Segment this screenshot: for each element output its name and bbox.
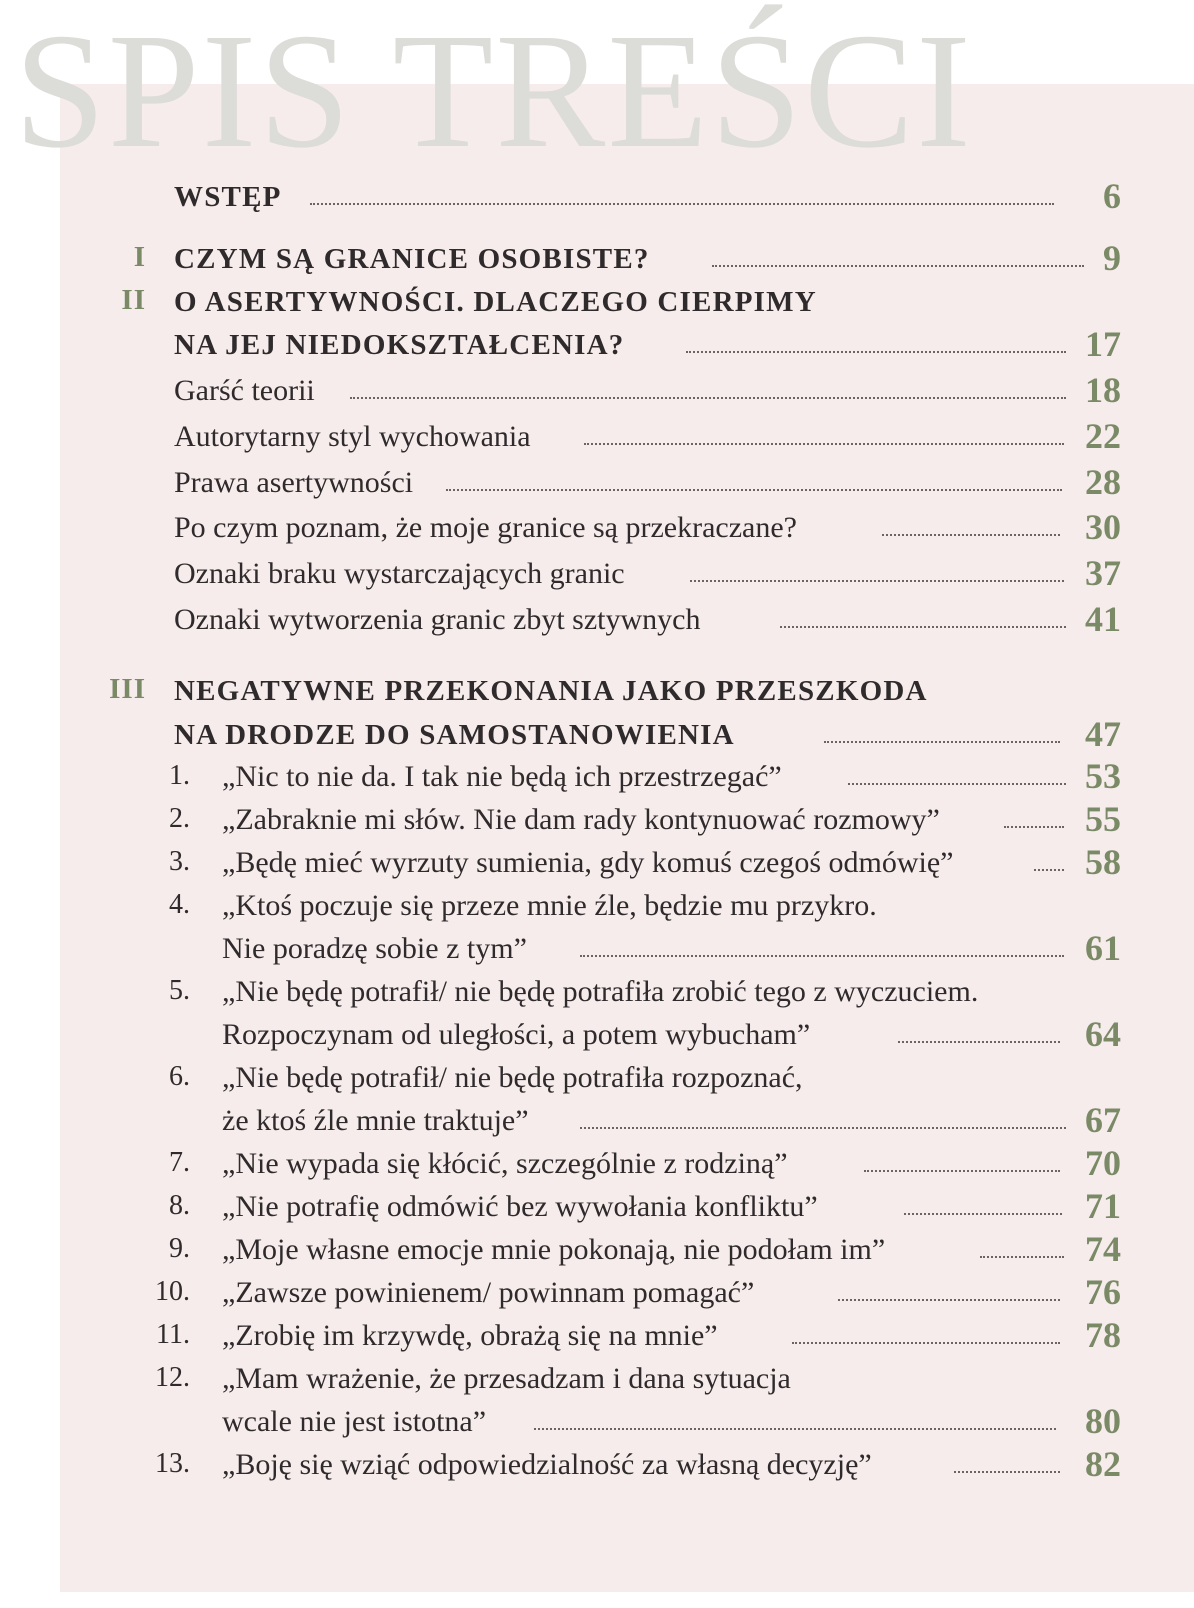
item-number: 3. xyxy=(169,846,190,877)
page-number: 82 xyxy=(1085,1444,1121,1484)
item-number: 5. xyxy=(169,975,190,1006)
section-title: Autorytarny styl wychowania xyxy=(174,420,531,453)
page-number: 58 xyxy=(1085,842,1121,882)
toc-item-continued[interactable] xyxy=(0,1397,1194,1441)
item-title-line-1: „Ktoś poczuje się przeze mnie źle, będzie mu przykro. xyxy=(222,889,877,922)
section-title: Po czym poznam, że moje granice są przekraczane? xyxy=(174,511,797,544)
section-title: Garść teorii xyxy=(174,374,315,407)
item-number: 8. xyxy=(169,1190,190,1221)
item-title: „Zabraknie mi słów. Nie dam rady kontynuować rozmowy” xyxy=(222,803,940,836)
page-number: 71 xyxy=(1085,1186,1121,1226)
chapter-number: I xyxy=(133,241,146,273)
item-title-line-1: „Mam wrażenie, że przesadzam i dana sytuacja xyxy=(222,1362,791,1395)
toc-item[interactable] xyxy=(0,1053,1194,1097)
page-number: 6 xyxy=(1103,176,1121,216)
item-title-line-2: że ktoś źle mnie traktuje” xyxy=(222,1104,529,1137)
item-number: 13. xyxy=(155,1448,190,1479)
dot-leader xyxy=(690,580,1064,582)
item-title-line-2: Nie poradzę sobie z tym” xyxy=(222,932,527,965)
item-title-line-1: „Nie będę potrafił/ nie będę potrafiła zrobić tego z wyczuciem. xyxy=(222,975,979,1008)
page-number: 55 xyxy=(1085,799,1121,839)
dot-leader xyxy=(712,265,1084,267)
toc-section[interactable] xyxy=(0,549,1194,593)
item-title: „Nie wypada się kłócić, szczególnie z rodziną” xyxy=(222,1147,788,1180)
dot-leader xyxy=(792,1342,1060,1344)
item-title: „Zawsze powinienem/ powinnam pomagać” xyxy=(222,1276,755,1309)
section-title: Oznaki wytworzenia granic zbyt sztywnych xyxy=(174,603,701,636)
entry-label: WSTĘP xyxy=(174,181,282,213)
page-number: 17 xyxy=(1085,324,1121,364)
toc-item[interactable] xyxy=(0,1139,1194,1183)
item-number: 9. xyxy=(169,1233,190,1264)
dot-leader xyxy=(580,1127,1066,1129)
dot-leader xyxy=(864,1170,1060,1172)
toc-entry-chapter-2-continued[interactable] xyxy=(0,320,1194,364)
chapter-number: II xyxy=(121,284,146,316)
page-number: 22 xyxy=(1085,416,1121,456)
chapter-title-line-1: O ASERTYWNOŚCI. DLACZEGO CIERPIMY xyxy=(174,286,817,318)
dot-leader xyxy=(1034,869,1064,871)
toc-item-continued[interactable] xyxy=(0,924,1194,968)
toc-item[interactable] xyxy=(0,795,1194,839)
dot-leader xyxy=(584,443,1064,445)
page-number: 41 xyxy=(1085,599,1121,639)
item-number: 7. xyxy=(169,1147,190,1178)
toc-item[interactable] xyxy=(0,881,1194,925)
toc-item[interactable] xyxy=(0,1440,1194,1484)
dot-leader xyxy=(310,203,1054,205)
page-number: 30 xyxy=(1085,507,1121,547)
toc-entry-chapter-1[interactable] xyxy=(0,234,1194,278)
page-number: 53 xyxy=(1085,756,1121,796)
dot-leader xyxy=(824,741,1060,743)
section-title: Prawa asertywności xyxy=(174,466,414,499)
toc-entry-intro[interactable] xyxy=(0,172,1194,216)
item-title: „Będę mieć wyrzuty sumienia, gdy komuś czegoś odmówię” xyxy=(222,846,954,879)
toc-section[interactable] xyxy=(0,503,1194,547)
item-number: 2. xyxy=(169,803,190,834)
page-number: 74 xyxy=(1085,1229,1121,1269)
dot-leader xyxy=(954,1471,1060,1473)
item-title: „Nie potrafię odmówić bez wywołania konfliktu” xyxy=(222,1190,818,1223)
toc-item[interactable] xyxy=(0,1182,1194,1226)
toc-item[interactable] xyxy=(0,838,1194,882)
item-number: 12. xyxy=(155,1362,190,1393)
page-number: 37 xyxy=(1085,553,1121,593)
page-number: 47 xyxy=(1085,714,1121,754)
dot-leader xyxy=(446,489,1062,491)
item-number: 6. xyxy=(169,1061,190,1092)
dot-leader xyxy=(1004,826,1064,828)
toc-item[interactable] xyxy=(0,967,1194,1011)
chapter-title: CZYM SĄ GRANICE OSOBISTE? xyxy=(174,243,650,275)
toc-section[interactable] xyxy=(0,412,1194,456)
item-title-line-2: Rozpoczynam od uległości, a potem wybucham” xyxy=(222,1018,811,1051)
dot-leader xyxy=(882,534,1060,536)
item-number: 10. xyxy=(155,1276,190,1307)
item-title-line-1: „Nie będę potrafił/ nie będę potrafiła rozpoznać, xyxy=(222,1061,803,1094)
page-number: 78 xyxy=(1085,1315,1121,1355)
toc-item[interactable] xyxy=(0,752,1194,796)
dot-leader xyxy=(848,783,1066,785)
item-number: 1. xyxy=(169,760,190,791)
item-title: „Nic to nie da. I tak nie będą ich przestrzegać” xyxy=(222,760,782,793)
toc-entry-chapter-3-continued[interactable] xyxy=(0,710,1194,754)
dot-leader xyxy=(838,1299,1060,1301)
page-number: 76 xyxy=(1085,1272,1121,1312)
toc-section[interactable] xyxy=(0,366,1194,410)
page-number: 70 xyxy=(1085,1143,1121,1183)
toc-item[interactable] xyxy=(0,1311,1194,1355)
item-title: „Zrobię im krzywdę, obrażą się na mnie” xyxy=(222,1319,718,1352)
dot-leader xyxy=(898,1041,1060,1043)
page-number: 67 xyxy=(1085,1100,1121,1140)
dot-leader xyxy=(686,351,1066,353)
item-number: 11. xyxy=(156,1319,190,1350)
dot-leader xyxy=(580,955,1064,957)
item-title-line-2: wcale nie jest istotna” xyxy=(222,1405,487,1438)
toc-item[interactable] xyxy=(0,1354,1194,1398)
dot-leader xyxy=(980,1256,1064,1258)
chapter-title-line-2: NA JEJ NIEDOKSZTAŁCENIA? xyxy=(174,329,625,361)
page-number: 64 xyxy=(1085,1014,1121,1054)
toc-entry-chapter-2[interactable] xyxy=(0,277,1194,321)
chapter-number: III xyxy=(109,673,146,705)
toc-entry-chapter-3[interactable] xyxy=(0,666,1194,710)
page-number: 28 xyxy=(1085,462,1121,502)
section-title: Oznaki braku wystarczających granic xyxy=(174,557,625,590)
page-title: SPIS TREŚCI xyxy=(14,0,973,182)
chapter-title-line-1: NEGATYWNE PRZEKONANIA JAKO PRZESZKODA xyxy=(174,675,928,707)
page-number: 61 xyxy=(1085,928,1121,968)
dot-leader xyxy=(350,397,1066,399)
page-number: 9 xyxy=(1103,238,1121,278)
item-number: 4. xyxy=(169,889,190,920)
toc-item-continued[interactable] xyxy=(0,1096,1194,1140)
toc-item[interactable] xyxy=(0,1225,1194,1269)
dot-leader xyxy=(534,1428,1056,1430)
item-title: „Boję się wziąć odpowiedzialność za własną decyzję” xyxy=(222,1448,872,1481)
dot-leader xyxy=(780,626,1066,628)
toc-section[interactable] xyxy=(0,458,1194,502)
toc-item[interactable] xyxy=(0,1268,1194,1312)
chapter-title-line-2: NA DRODZE DO SAMOSTANOWIENIA xyxy=(174,719,735,751)
page-number: 18 xyxy=(1085,370,1121,410)
dot-leader xyxy=(904,1213,1062,1215)
item-title: „Moje własne emocje mnie pokonają, nie podołam im” xyxy=(222,1233,886,1266)
page-number: 80 xyxy=(1085,1401,1121,1441)
toc-section[interactable] xyxy=(0,595,1194,639)
toc-item-continued[interactable] xyxy=(0,1010,1194,1054)
